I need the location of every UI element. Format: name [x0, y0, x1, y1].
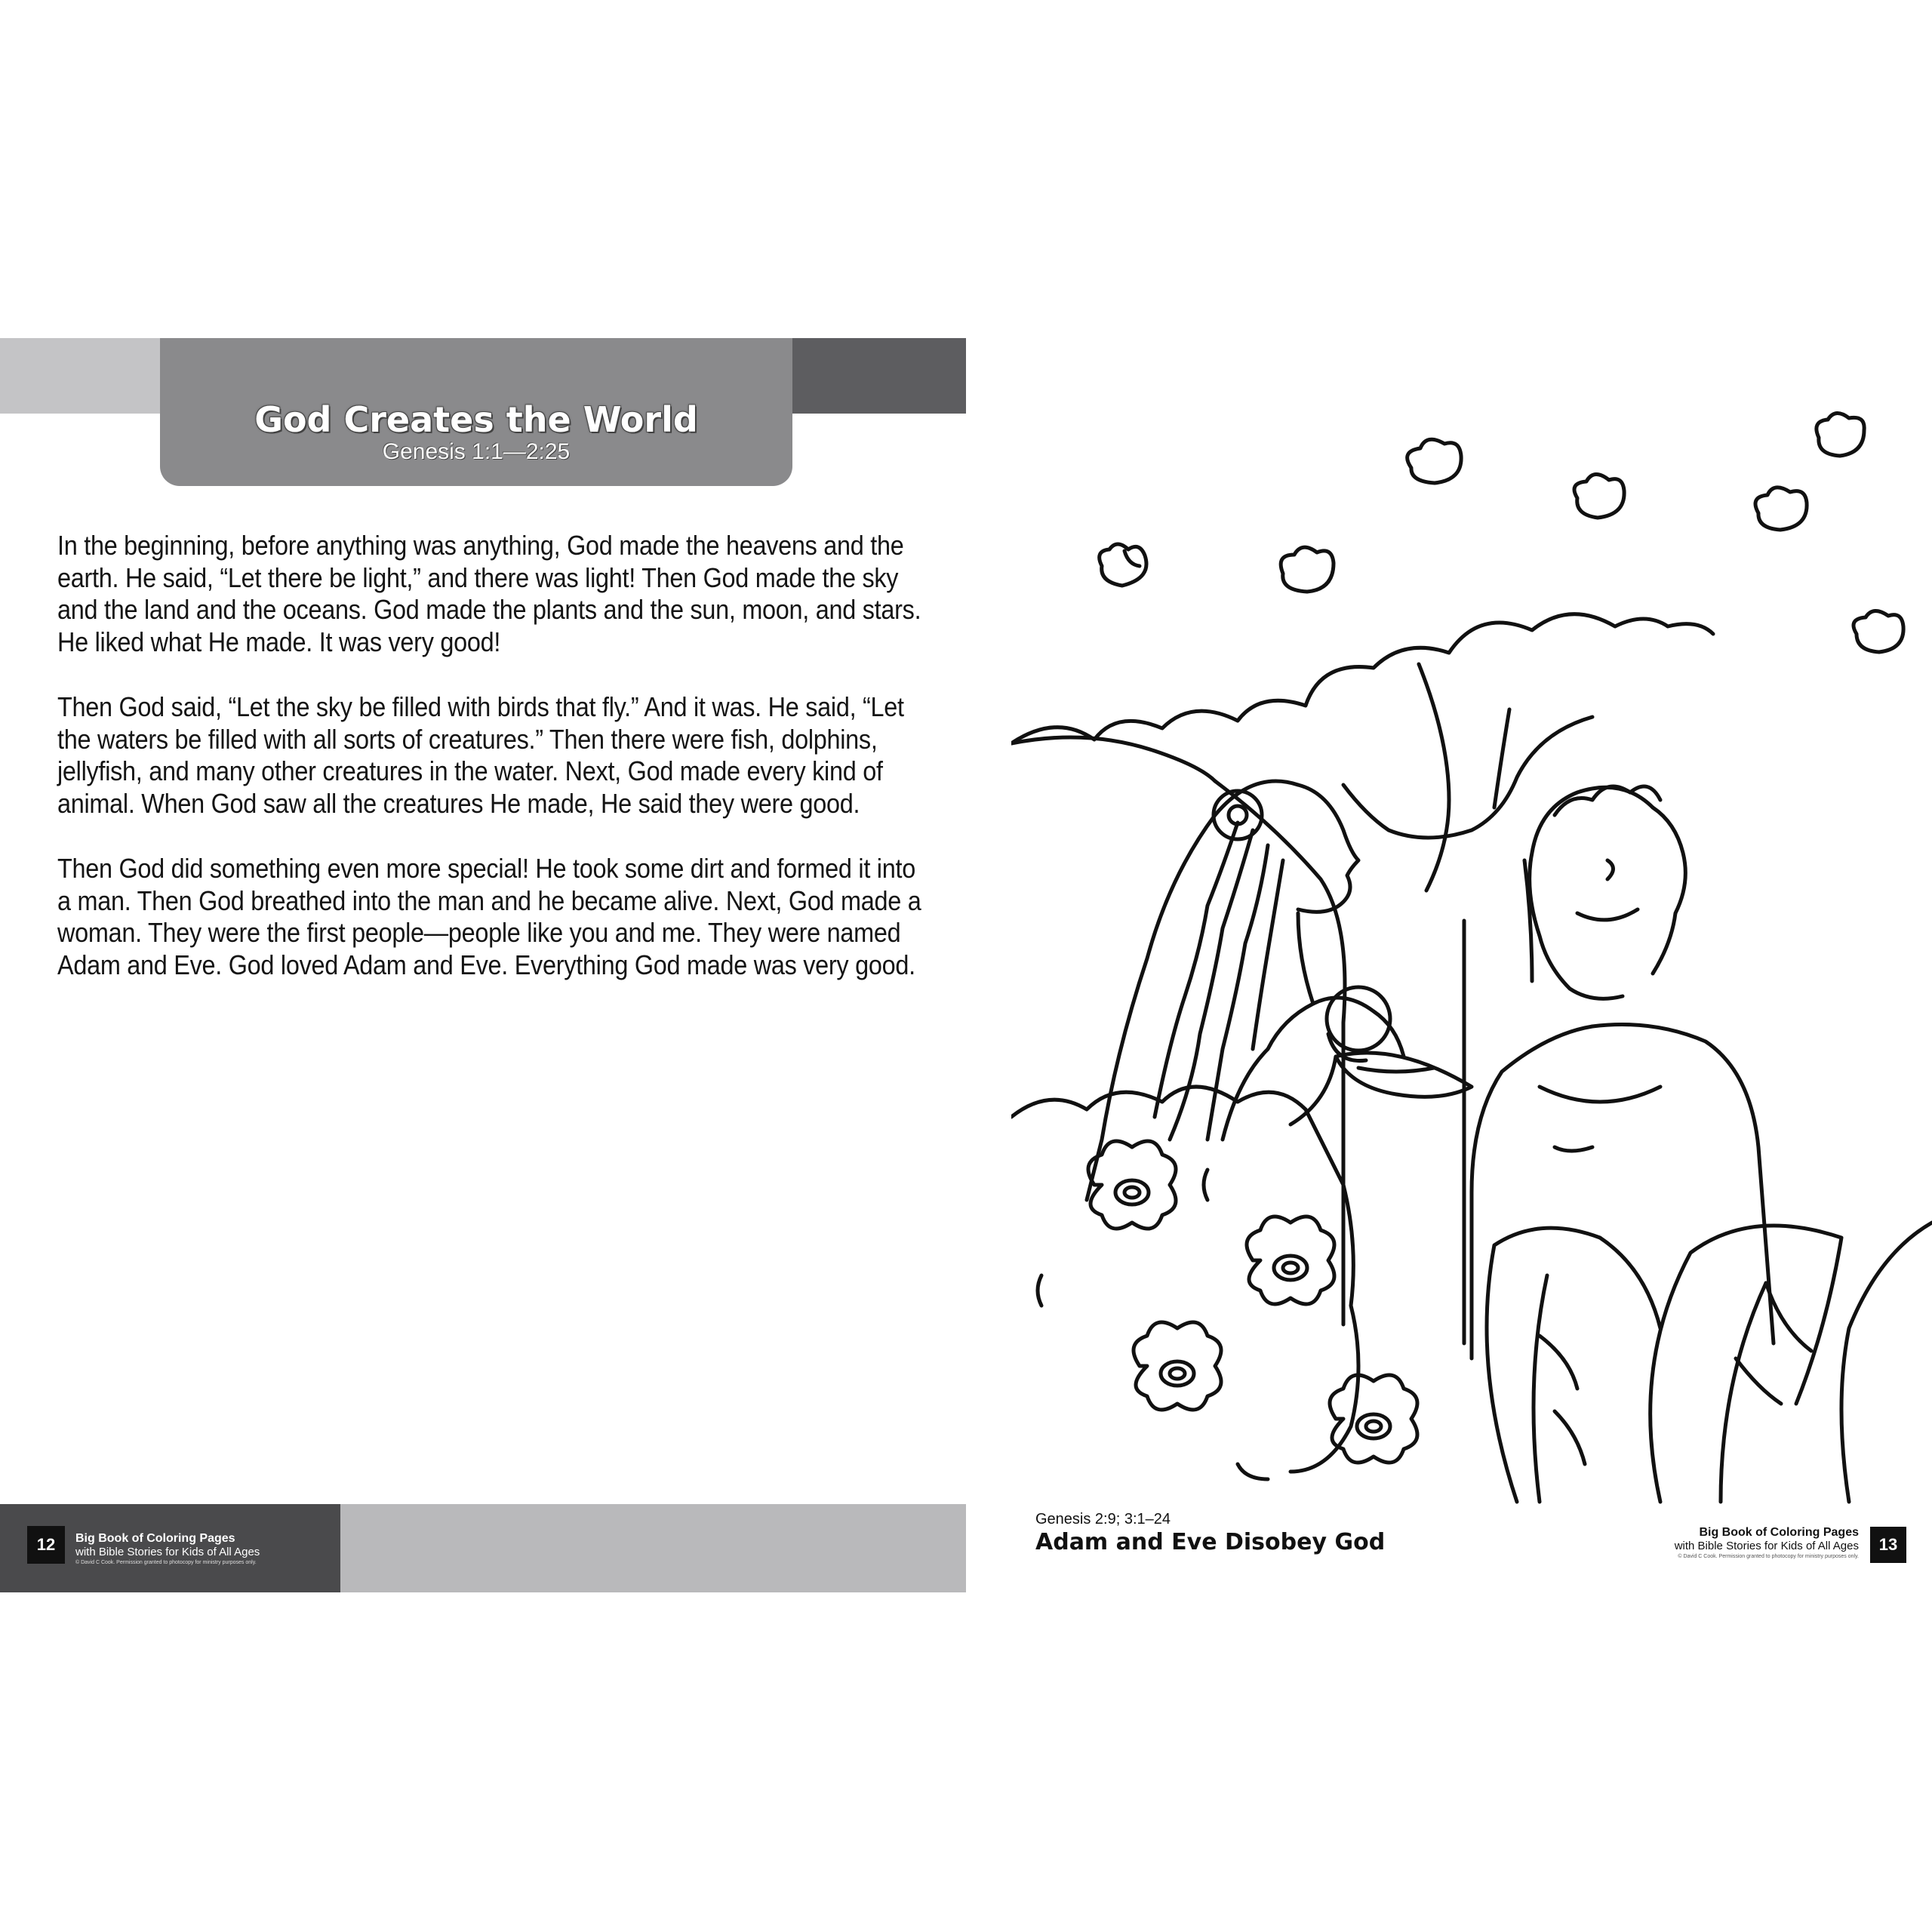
story-paragraph: Then God did something even more special! He took some dirt and formed it into a man. Then God breathed into the man and he became alive. Next, God made a woman. They were the first people—people like you and me. They were named Adam and Eve. God loved Adam and Eve. Everything God made was very good. [57, 853, 921, 980]
book-title: Big Book of Coloring Pages [1699, 1526, 1859, 1539]
story-paragraph: In the beginning, before anything was anything, God made the heavens and the earth. He said, “Let there be light,” and there was light! Then God made the sky and the land and the oceans. God made the plants and the sun, moon, and stars. He liked what He made. It was very good! [57, 530, 921, 657]
copyright-notice: © David C Cook. Permission granted to photocopy for ministry purposes only. [1678, 1554, 1859, 1559]
story-title-tab [160, 338, 792, 486]
copyright-notice: © David C Cook. Permission granted to photocopy for ministry purposes only. [75, 1560, 257, 1565]
leaves [1487, 1223, 1932, 1502]
coloring-illustration [1011, 392, 1932, 1506]
footer-band-grey [340, 1504, 966, 1592]
header-band-light [0, 338, 166, 414]
book-info [1675, 1526, 1859, 1561]
book-title: Big Book of Coloring Pages [75, 1532, 235, 1545]
page-number: 12 [27, 1526, 65, 1564]
scene-title: Adam and Eve Disobey God [1035, 1529, 1386, 1555]
book-info [75, 1532, 260, 1567]
eve-figure [1087, 781, 1404, 1200]
book-subtitle: with Bible Stories for Kids of All Ages [1674, 1540, 1859, 1552]
story-paragraph: Then God said, “Let the sky be filled with birds that fly.” And it was. He said, “Let the waters be filled with all sorts of creatures.” Then there were fish, dolphins, jellyfish, and many other creatures in the water. Next, God made every kind of animal. When God saw all the creatures He made, He said they were good. [57, 691, 904, 819]
scripture-reference: Genesis 1:1—2:25 [382, 439, 571, 464]
scene-scripture-reference: Genesis 2:9; 3:1–24 [1035, 1511, 1171, 1527]
flower-bush [1011, 1087, 1417, 1479]
leaf-clusters [1100, 413, 1903, 652]
book-subtitle: with Bible Stories for Kids of All Ages [75, 1546, 260, 1558]
header-band-dark [789, 338, 966, 414]
page-number: 13 [1870, 1527, 1906, 1563]
story-title: God Creates the World [254, 399, 698, 440]
adam-figure [1336, 786, 1774, 1358]
story-text [57, 530, 925, 1014]
tree [1011, 614, 1713, 1343]
